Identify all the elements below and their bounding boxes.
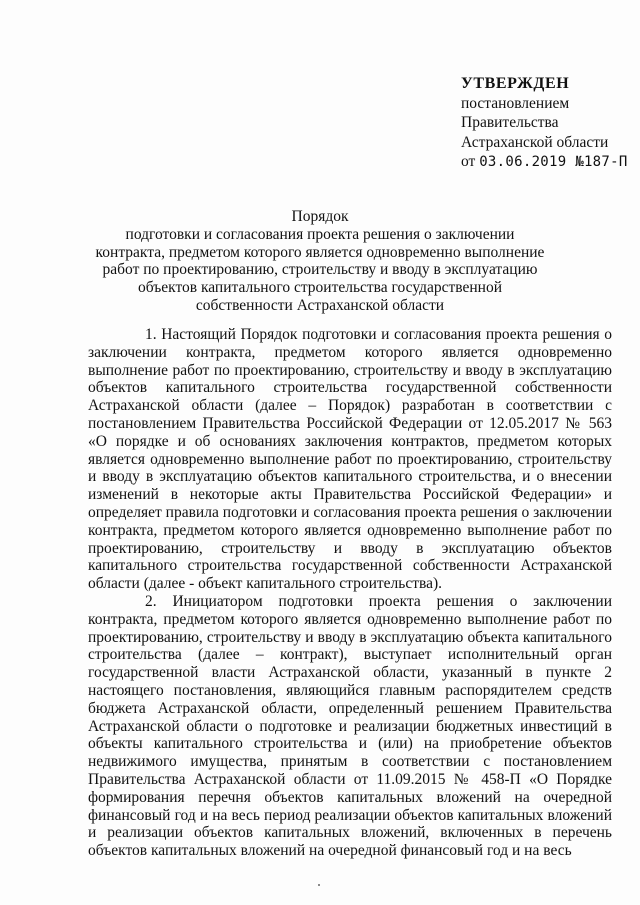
document-title: Порядок bbox=[291, 208, 349, 225]
approval-line-2: Правительства bbox=[461, 114, 559, 132]
scan-speck bbox=[318, 884, 320, 886]
document-subtitle: подготовки и согласования проекта решения о заключении контракта, предметом которого является одновременно выполнение работ по проектированию, строительству и вводу в эксплуатацию объектов капитального строительства государственной собственности Астраханской области bbox=[95, 225, 545, 314]
approval-line-1: постановлением bbox=[461, 94, 570, 112]
approval-title: УТВЕРЖДЕН bbox=[461, 75, 570, 92]
approval-date-number: 03.06.2019 №187-П bbox=[479, 154, 628, 171]
paragraph-1: 1. Настоящий Порядок подготовки и согласования проекта решения о заключении контракта, предметом которого является одновременно выполнение работ по проектированию, строительству и вводу в эксплуатацию объектов капитального строительства государственной собственности Астраханской области (далее – Порядок) разработан в соответствии с постановлением Правительства Российской Федерации от 12.05.2017 № 563 «О порядке и об основаниях заключения контрактов, предметом которых является одновременно выполнение работ по проектированию, строительству и вводу в эксплуатацию объектов капитального строительства, и о внесении изменений в некоторые акты Правительства Российской Федерации» и определяет правила подготовки и согласования проекта решения о заключении контракта, предметом которого является одновременно выполнение работ по проектированию, строительству и вводу в эксплуатацию объектов капитального строительства государственной собственности Астраханской области (далее - объект капитального строительства). bbox=[88, 326, 612, 593]
approval-block bbox=[461, 74, 628, 173]
approval-date-line bbox=[461, 152, 628, 173]
paragraph-2: 2. Инициатором подготовки проекта решения о заключении контракта, предметом которого является одновременно выполнение работ по проектированию, строительству и вводу в эксплуатацию объекта капитального строительства (далее – контракт), выступает исполнительный орган государственной власти Астраханской области, указанный в пункте 2 настоящего постановления, являющийся главным распорядителем средств бюджета Астраханской области, определенный решением Правительства Астраханской области о подготовке и реализации бюджетных инвестиций в объекты капитального строительства и (или) на приобретение объектов недвижимого имущества, принятым в соответствии с постановлением Правительства Астраханской области от 11.09.2015 № 458-П «О Порядке формирования перечня объектов капитальных вложений на очередной финансовый год и на весь период реализации объектов капитальных вложений и реализации объектов капитальных вложений, включенных в перечень объектов капитальных вложений на очередной финансовый год и на весь bbox=[88, 592, 612, 860]
approval-line-3: Астраханской области bbox=[461, 133, 609, 151]
approval-date-prefix: от bbox=[461, 153, 476, 171]
document-heading bbox=[90, 208, 550, 315]
document-body bbox=[88, 326, 612, 860]
